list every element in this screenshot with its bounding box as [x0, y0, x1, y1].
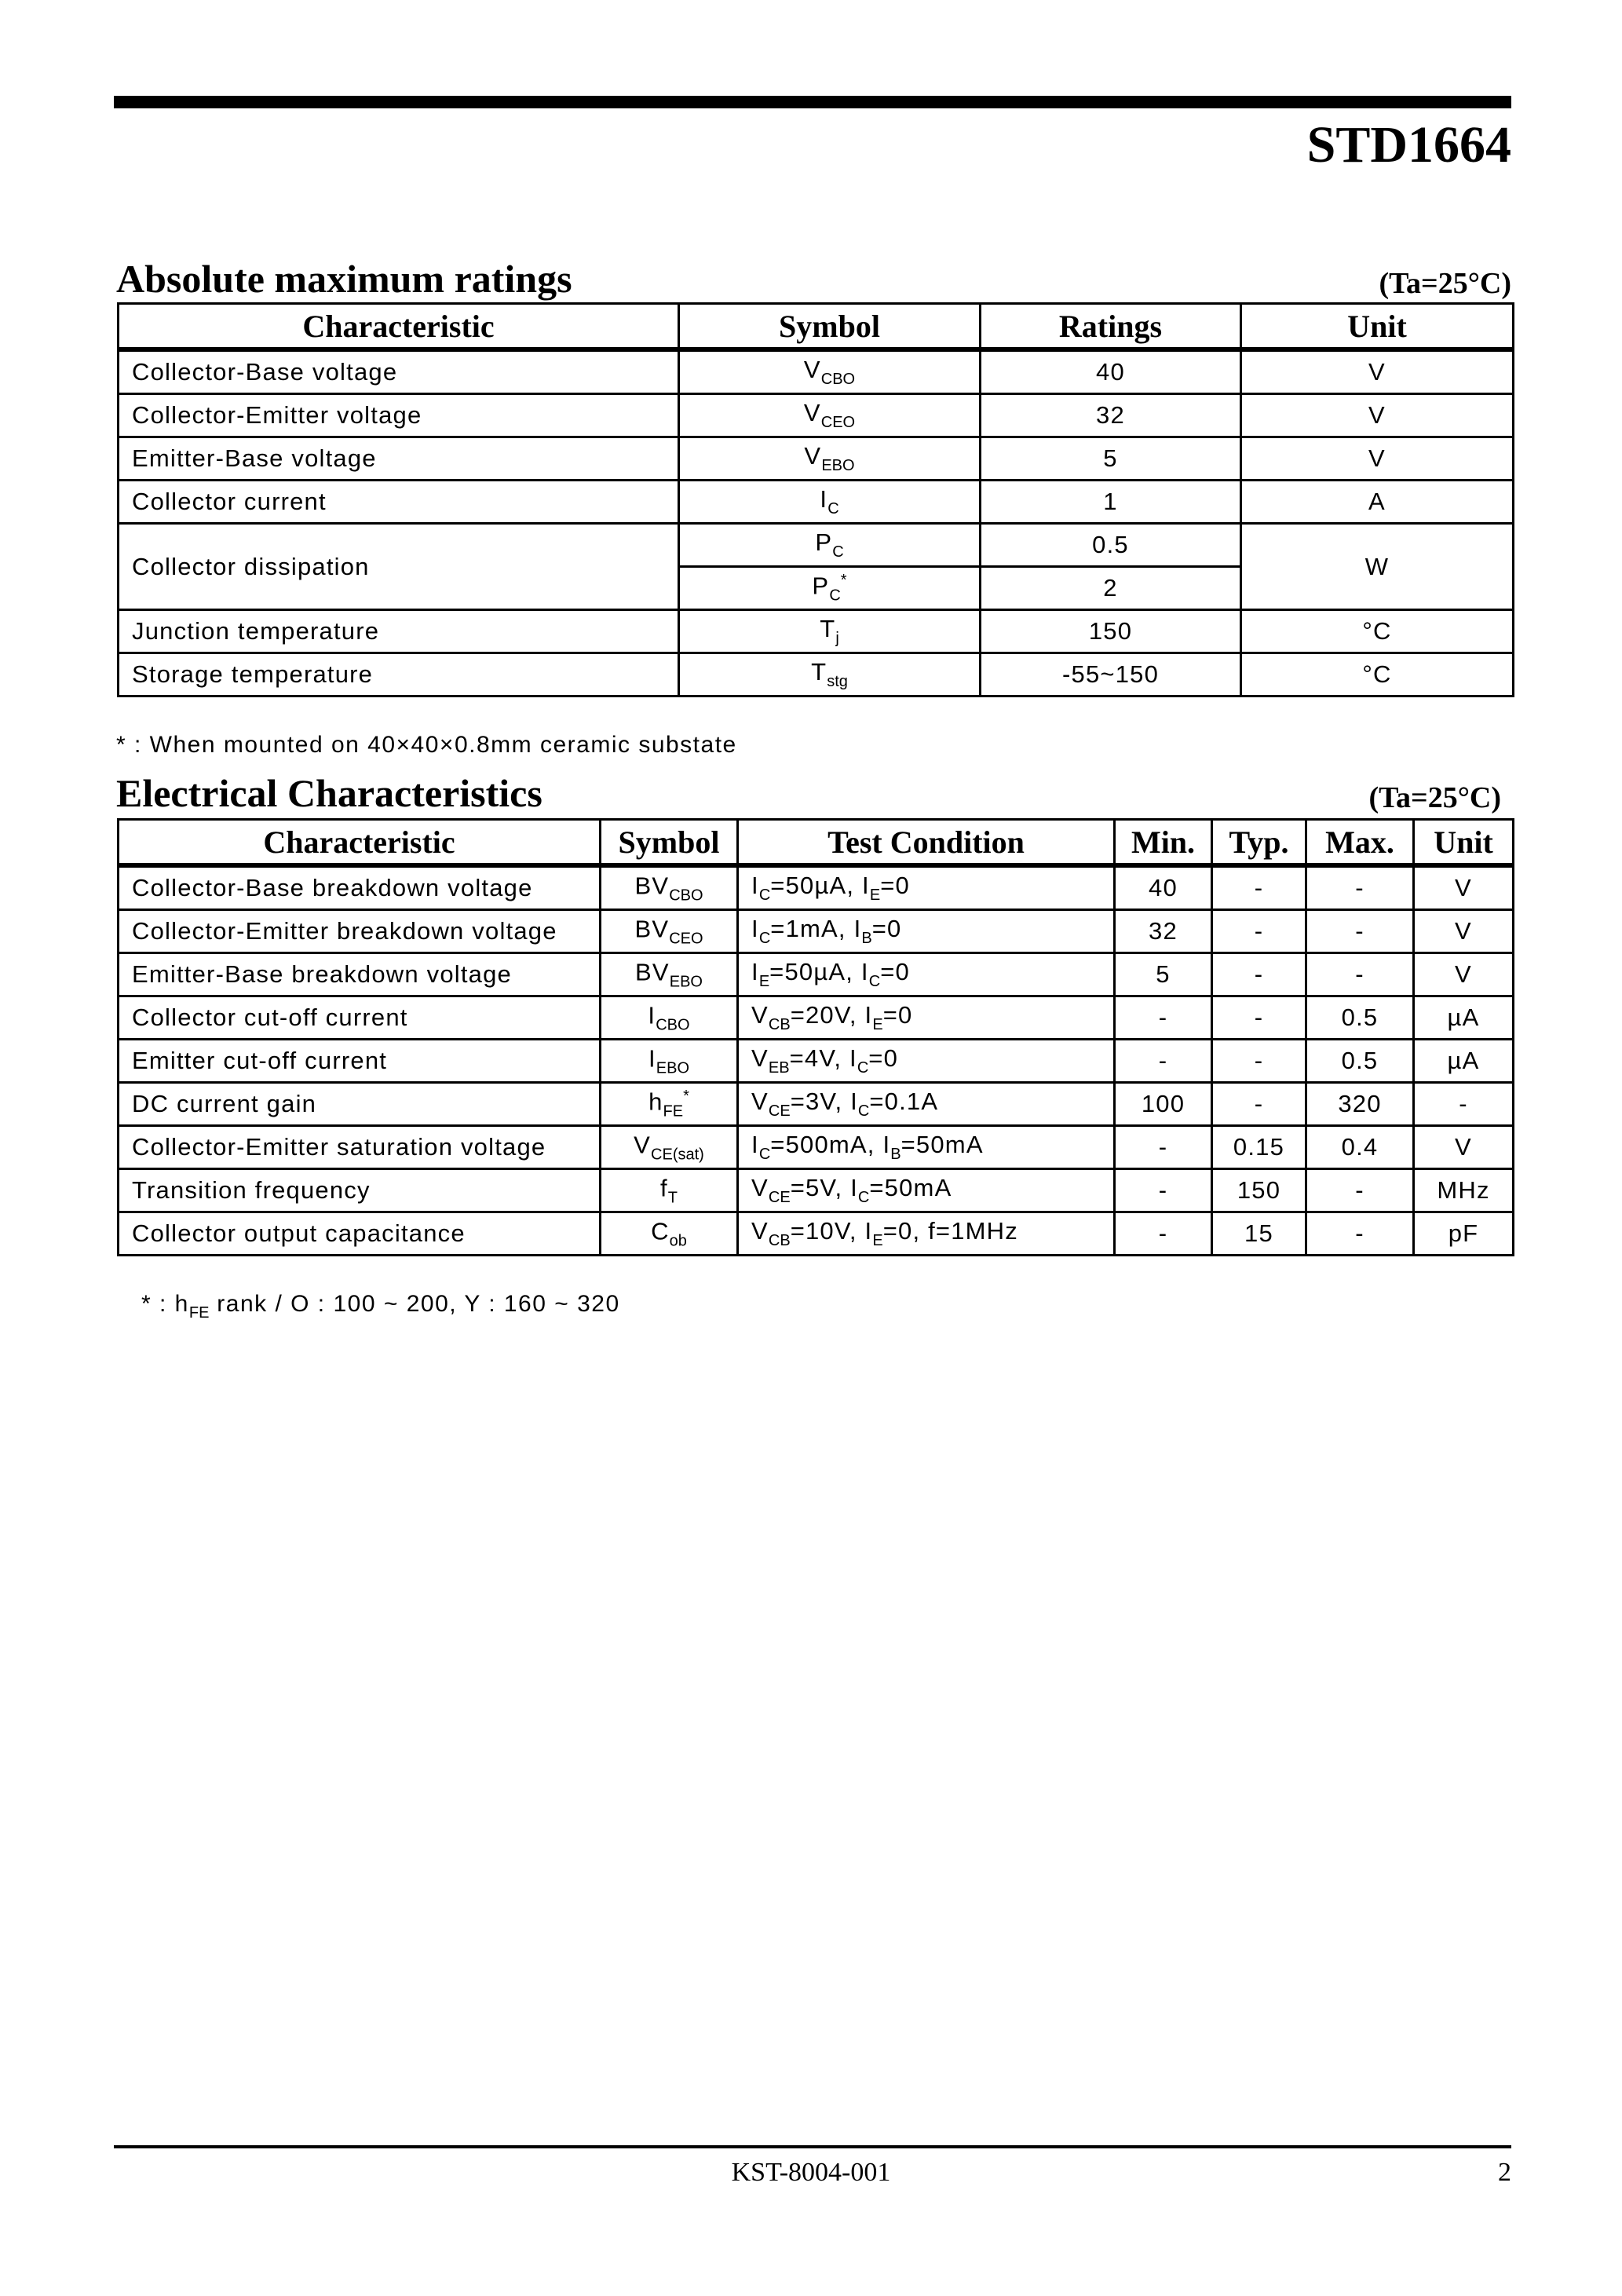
max-cell: 0.5 [1306, 996, 1414, 1040]
symbol-cell: $BV_{CEO}$ [601, 910, 738, 953]
table-row [119, 1169, 1514, 1212]
abs-max-footnote: * : When mounted on 40×40×0.8mm ceramic substate [116, 732, 737, 758]
min-cell: 5 [1115, 953, 1212, 996]
characteristic-cell: Collector current [119, 481, 679, 524]
characteristic-cell: Collector-Base breakdown voltage [119, 865, 601, 910]
elec-condition: (Ta=25°C) [1368, 781, 1501, 814]
col-header: Symbol [679, 304, 981, 350]
characteristic-cell: Junction temperature [119, 610, 679, 653]
unit-cell: V [1414, 865, 1514, 910]
characteristic-cell: Storage temperature [119, 653, 679, 696]
table-row [119, 524, 1514, 567]
symbol-cell: $BV_{EBO}$ [601, 953, 738, 996]
col-header: Symbol [601, 820, 738, 866]
unit-cell: V [1414, 953, 1514, 996]
max-cell: - [1306, 1169, 1414, 1212]
table-row [119, 953, 1514, 996]
characteristic-cell: Collector dissipation [119, 524, 679, 610]
col-header: Max. [1306, 820, 1414, 866]
table-row [119, 437, 1514, 481]
min-cell: 100 [1115, 1083, 1212, 1126]
symbol-cell: $V_{CEO}$ [679, 394, 981, 437]
table-row [119, 865, 1514, 910]
typ-cell: 15 [1212, 1212, 1306, 1256]
max-cell: 0.4 [1306, 1126, 1414, 1169]
header-rule [114, 96, 1511, 108]
rating-cell: 32 [981, 394, 1241, 437]
typ-cell: - [1212, 910, 1306, 953]
col-header: Unit [1241, 304, 1514, 350]
col-header: Characteristic [119, 304, 679, 350]
typ-cell: - [1212, 865, 1306, 910]
unit-cell: µA [1414, 996, 1514, 1040]
min-cell: 32 [1115, 910, 1212, 953]
elec-title: Electrical Characteristics [116, 771, 542, 815]
abs-max-title: Absolute maximum ratings [116, 257, 572, 301]
rating-cell: 2 [981, 567, 1241, 610]
rating-cell: 150 [981, 610, 1241, 653]
test-condition-cell: $I_C=1mA$, $I_B=0$ [738, 910, 1115, 953]
symbol-cell: $P_C$ [679, 524, 981, 567]
min-cell: - [1115, 1040, 1212, 1083]
min-cell: - [1115, 996, 1212, 1040]
symbol-cell: $BV_{CBO}$ [601, 865, 738, 910]
characteristic-cell: DC current gain [119, 1083, 601, 1126]
document-number: KST-8004-001 [731, 2158, 891, 2187]
symbol-cell: $P_C^*$ [679, 567, 981, 610]
min-cell: 40 [1115, 865, 1212, 910]
table-row [119, 910, 1514, 953]
characteristic-cell: Emitter cut-off current [119, 1040, 601, 1083]
symbol-cell: $V_{CBO}$ [679, 349, 981, 394]
elec-footnote: * : $h_{FE}$ rank / O : 100 ~ 200, Y : 160 ~ 320 [141, 1291, 620, 1322]
table-row [119, 610, 1514, 653]
test-condition-cell: $V_{CE}=3V$, $I_C=0.1A$ [738, 1083, 1115, 1126]
unit-cell: A [1241, 481, 1514, 524]
unit-cell: V [1241, 349, 1514, 394]
unit-cell: W [1241, 524, 1514, 610]
typ-cell: - [1212, 996, 1306, 1040]
table-row [119, 1040, 1514, 1083]
test-condition-cell: $V_{EB}=4V$, $I_C=0$ [738, 1040, 1115, 1083]
unit-cell: µA [1414, 1040, 1514, 1083]
characteristic-cell: Emitter-Base voltage [119, 437, 679, 481]
unit-cell: pF [1414, 1212, 1514, 1256]
rating-cell: 40 [981, 349, 1241, 394]
max-cell: - [1306, 865, 1414, 910]
characteristic-cell: Emitter-Base breakdown voltage [119, 953, 601, 996]
symbol-cell: $h_{FE}^*$ [601, 1083, 738, 1126]
rating-cell: 0.5 [981, 524, 1241, 567]
unit-cell: V [1241, 437, 1514, 481]
part-number: STD1664 [1306, 116, 1511, 174]
symbol-cell: $V_{EBO}$ [679, 437, 981, 481]
elec-header-row [119, 820, 1514, 866]
typ-cell: 0.15 [1212, 1126, 1306, 1169]
max-cell: - [1306, 953, 1414, 996]
abs-max-table [117, 302, 1514, 697]
unit-cell: MHz [1414, 1169, 1514, 1212]
col-header: Ratings [981, 304, 1241, 350]
symbol-cell: $I_C$ [679, 481, 981, 524]
test-condition-cell: $I_C=500mA$, $I_B=50mA$ [738, 1126, 1115, 1169]
col-header: Characteristic [119, 820, 601, 866]
rating-cell: 5 [981, 437, 1241, 481]
col-header: Typ. [1212, 820, 1306, 866]
max-cell: - [1306, 910, 1414, 953]
col-header: Test Condition [738, 820, 1115, 866]
test-condition-cell: $I_E=50\mu A$, $I_C=0$ [738, 953, 1115, 996]
min-cell: - [1115, 1126, 1212, 1169]
unit-cell: °C [1241, 610, 1514, 653]
test-condition-cell: $V_{CB}=10V$, $I_E=0$, f=1MHz [738, 1212, 1115, 1256]
characteristic-cell: Transition frequency [119, 1169, 601, 1212]
max-cell: - [1306, 1212, 1414, 1256]
typ-cell: - [1212, 1083, 1306, 1126]
symbol-cell: $f_T$ [601, 1169, 738, 1212]
min-cell: - [1115, 1169, 1212, 1212]
table-row [119, 349, 1514, 394]
test-condition-cell: $I_C=50\mu A$, $I_E=0$ [738, 865, 1115, 910]
symbol-cell: $T_{stg}$ [679, 653, 981, 696]
min-cell: - [1115, 1212, 1212, 1256]
abs-max-condition: (Ta=25°C) [1379, 267, 1511, 300]
unit-cell: V [1414, 1126, 1514, 1169]
table-row [119, 1212, 1514, 1256]
characteristic-cell: Collector-Base voltage [119, 349, 679, 394]
table-row [119, 996, 1514, 1040]
unit-cell: V [1414, 910, 1514, 953]
characteristic-cell: Collector-Emitter breakdown voltage [119, 910, 601, 953]
table-row [119, 1083, 1514, 1126]
characteristic-cell: Collector-Emitter voltage [119, 394, 679, 437]
typ-cell: 150 [1212, 1169, 1306, 1212]
max-cell: 0.5 [1306, 1040, 1414, 1083]
footer-rule [114, 2145, 1511, 2148]
elec-table [117, 818, 1514, 1256]
test-condition-cell: $V_{CB}=20V$, $I_E=0$ [738, 996, 1115, 1040]
symbol-cell: $C_{ob}$ [601, 1212, 738, 1256]
unit-cell: °C [1241, 653, 1514, 696]
page-number: 2 [1498, 2158, 1511, 2187]
max-cell: 320 [1306, 1083, 1414, 1126]
col-header: Min. [1115, 820, 1212, 866]
table-row [119, 653, 1514, 696]
table-row [119, 481, 1514, 524]
table-row [119, 394, 1514, 437]
characteristic-cell: Collector-Emitter saturation voltage [119, 1126, 601, 1169]
table-row [119, 1126, 1514, 1169]
symbol-cell: $I_{EBO}$ [601, 1040, 738, 1083]
typ-cell: - [1212, 953, 1306, 996]
rating-cell: -55~150 [981, 653, 1241, 696]
unit-cell: V [1241, 394, 1514, 437]
unit-cell: - [1414, 1083, 1514, 1126]
symbol-cell: $I_{CBO}$ [601, 996, 738, 1040]
rating-cell: 1 [981, 481, 1241, 524]
col-header: Unit [1414, 820, 1514, 866]
characteristic-cell: Collector output capacitance [119, 1212, 601, 1256]
abs-max-header-row [119, 304, 1514, 350]
test-condition-cell: $V_{CE}=5V$, $I_C=50mA$ [738, 1169, 1115, 1212]
symbol-cell: $V_{CE(sat)}$ [601, 1126, 738, 1169]
characteristic-cell: Collector cut-off current [119, 996, 601, 1040]
symbol-cell: $T_j$ [679, 610, 981, 653]
typ-cell: - [1212, 1040, 1306, 1083]
